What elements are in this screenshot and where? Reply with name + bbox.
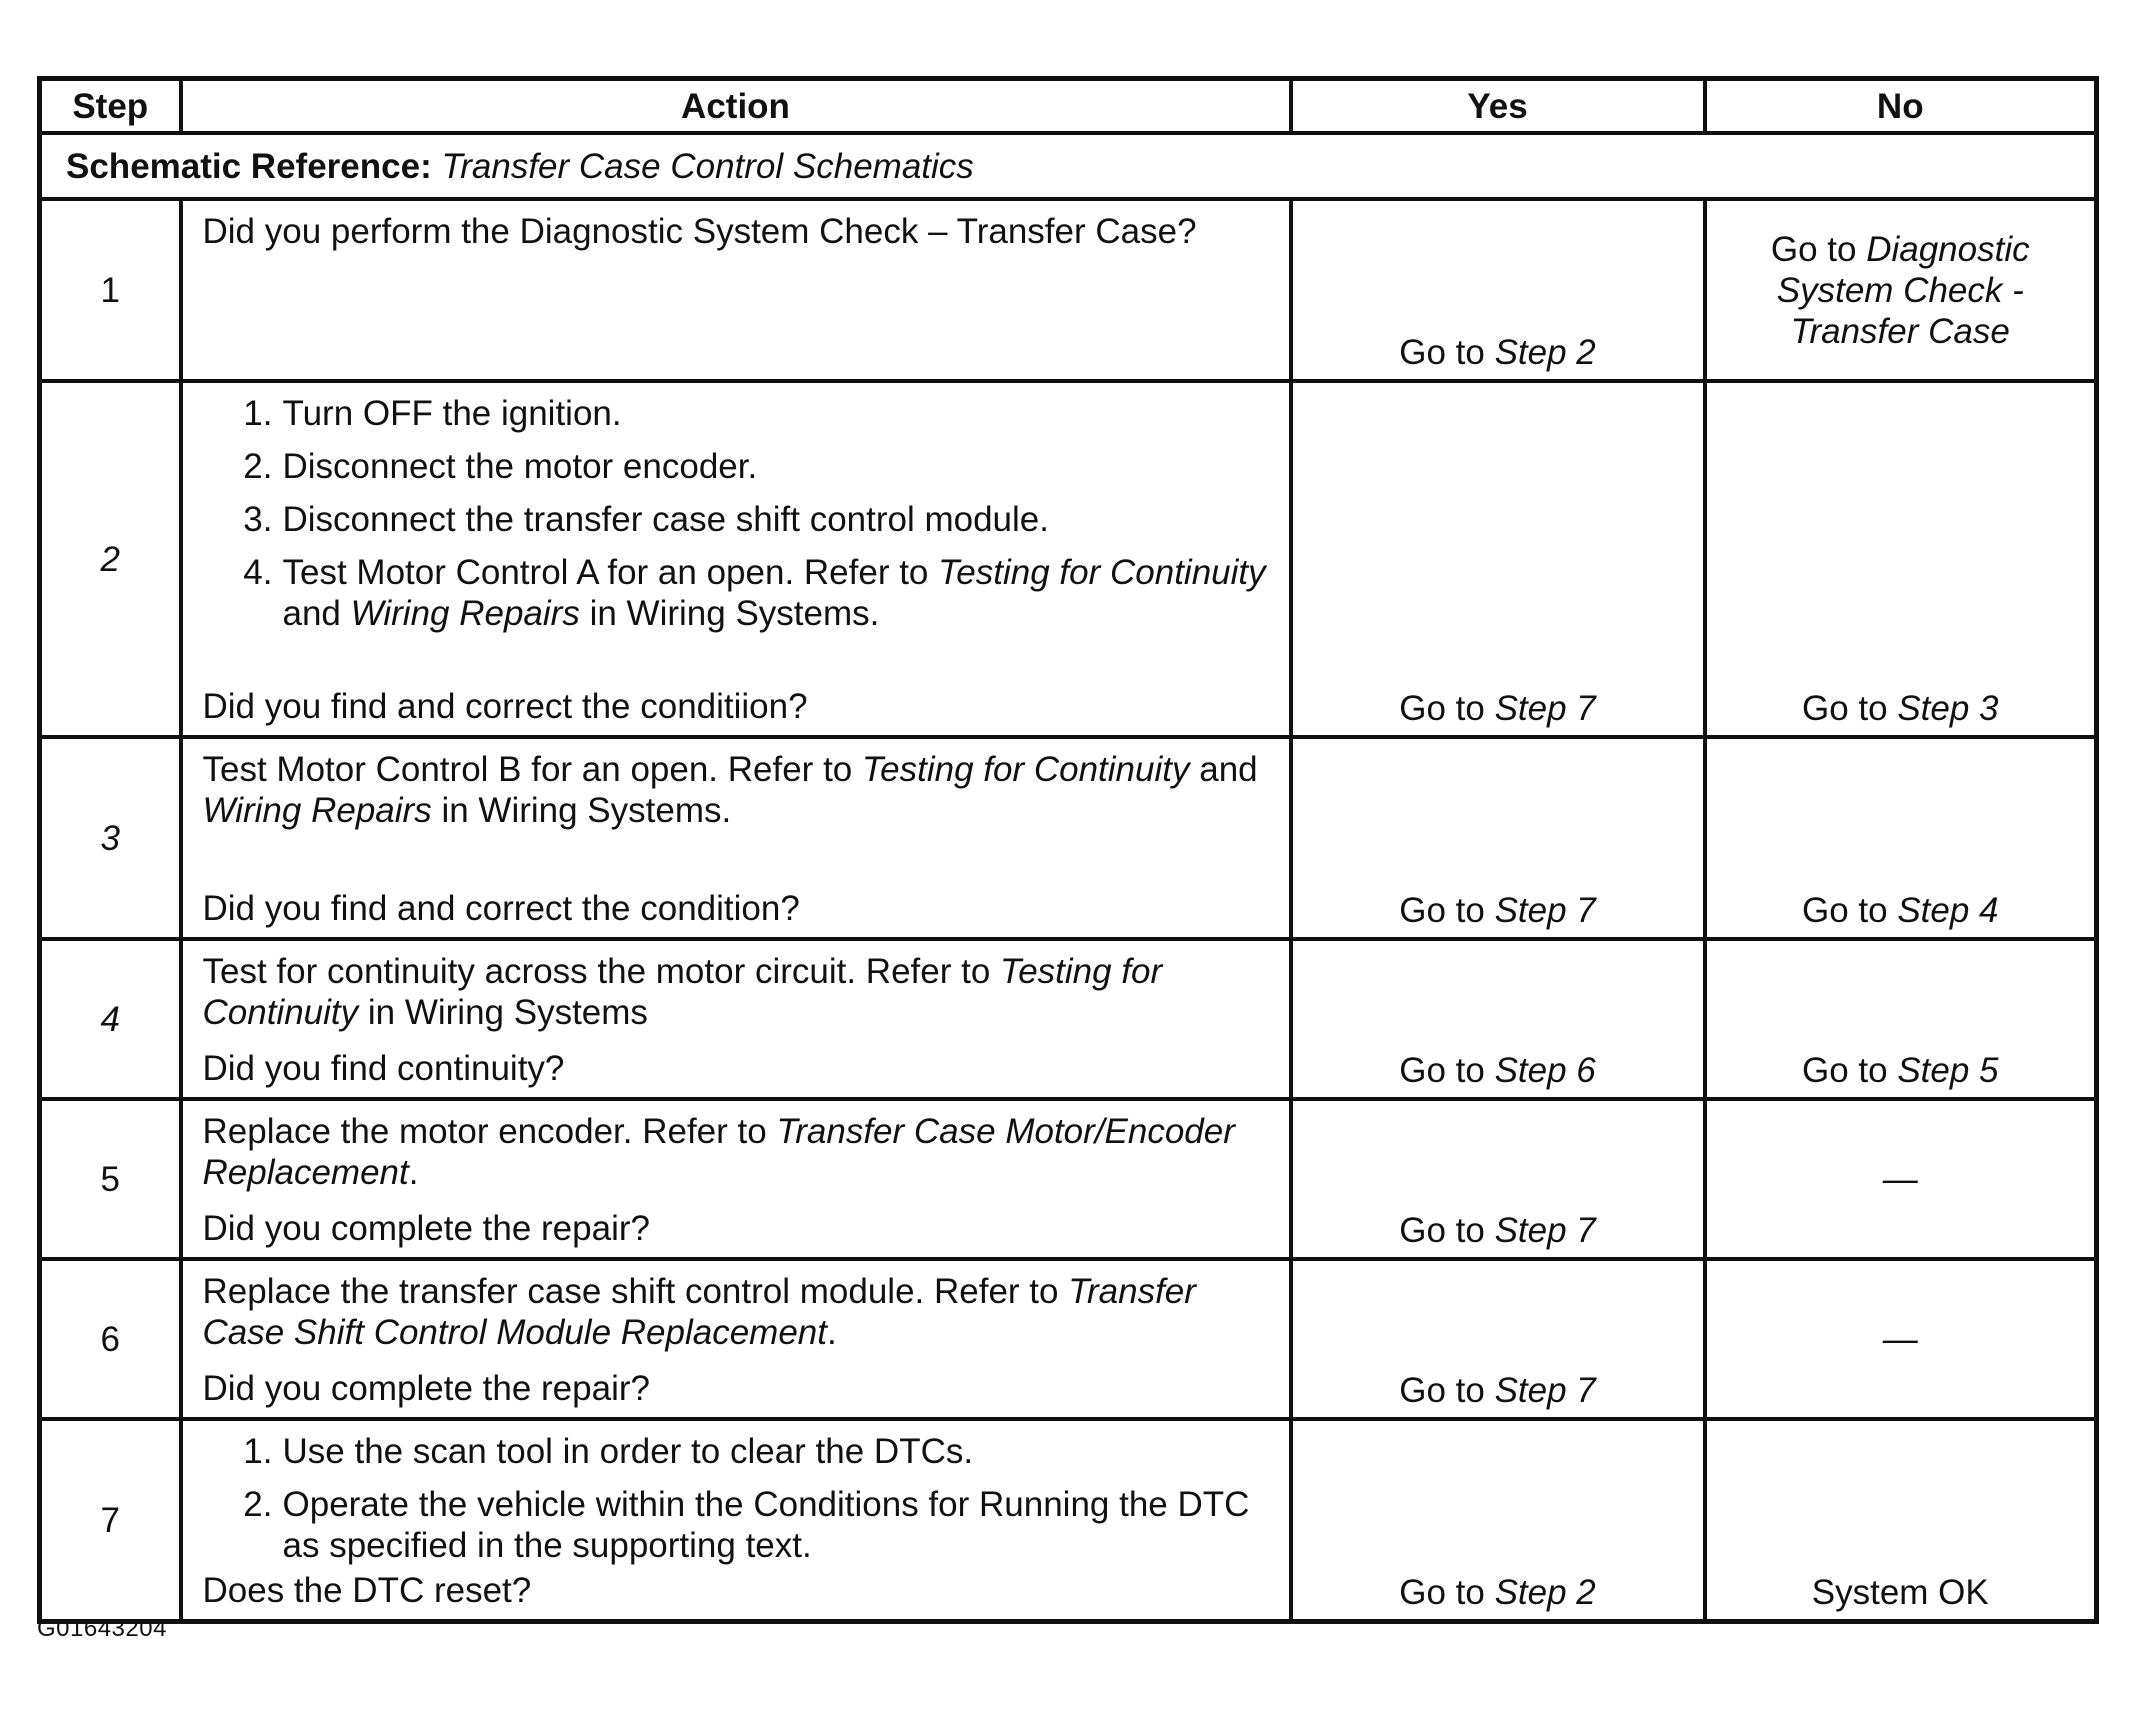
list-item (203, 499, 1269, 540)
no-dash: — (1882, 1159, 1918, 1199)
action-question: Did you complete the repair? (202, 1209, 650, 1248)
no-target: System Check - (1776, 271, 2024, 310)
action-question: Did you find and correct the conditiion? (202, 687, 808, 726)
item-text: Disconnect the transfer case shift control module. (282, 500, 1049, 539)
action-question: Did you complete the repair? (202, 1369, 650, 1408)
action-cell (181, 381, 1291, 737)
item-text: Disconnect the motor encoder. (282, 447, 758, 486)
action-question: Does the DTC reset? (202, 1571, 532, 1610)
schematic-reference-label: Schematic Reference: (66, 146, 432, 186)
yes-cell (1291, 381, 1705, 737)
no-cell (1705, 1259, 2097, 1419)
step-number: 7 (40, 1419, 181, 1622)
yes-cell (1291, 1259, 1705, 1419)
item-text: in Wiring Systems. (589, 594, 880, 633)
schematic-reference-row (40, 133, 2097, 199)
no-prefix: Go to (1801, 891, 1888, 930)
no-prefix: Go to (1801, 689, 1888, 728)
action-text-part: in Wiring Systems (367, 993, 648, 1032)
list-item (203, 1431, 1269, 1472)
no-target: Step 4 (1897, 891, 1999, 930)
item-number: 2. (243, 1485, 273, 1524)
item-text: Operate the vehicle within the Conditions for Running the DTC as specified in the supporting text. (282, 1485, 1250, 1565)
yes-cell (1291, 939, 1705, 1099)
action-question: Did you find continuity? (202, 1049, 565, 1088)
step-number: 5 (40, 1099, 181, 1259)
action-text-part: Test Motor Control B for an open. Refer to (202, 750, 853, 789)
reference-link-text: Testing for Continuity (938, 553, 1266, 592)
action-text-part: and (1199, 750, 1258, 789)
action-cell (181, 737, 1291, 939)
action-text (203, 951, 1269, 1033)
item-number: 1. (243, 394, 273, 433)
list-item (203, 552, 1269, 634)
action-text-part: Replace the transfer case shift control module. Refer to (202, 1272, 1059, 1311)
item-text: and (282, 594, 341, 633)
yes-target: Step 6 (1494, 1051, 1596, 1090)
yes-prefix: Go to (1399, 1573, 1485, 1612)
yes-target: Step 7 (1494, 891, 1596, 930)
action-steps-list (203, 1431, 1269, 1566)
yes-target: Step 7 (1494, 689, 1596, 728)
step-number: 3 (40, 737, 181, 939)
reference-link-text: Wiring Repairs (202, 791, 432, 830)
step-number: 2 (40, 381, 181, 737)
reference-link-text: Wiring Repairs (350, 594, 580, 633)
action-text (203, 749, 1269, 831)
table-row (40, 199, 2097, 381)
no-result: System OK (1811, 1573, 1989, 1612)
table-row (40, 1419, 2097, 1622)
step-number: 1 (40, 199, 181, 381)
action-question: Did you find and correct the condition? (202, 889, 800, 928)
action-cell (181, 199, 1291, 381)
yes-prefix: Go to (1399, 1051, 1485, 1090)
action-cell (181, 1259, 1291, 1419)
action-text-part: . (408, 1153, 419, 1192)
yes-target: Step 7 (1494, 1371, 1596, 1410)
item-text: Test Motor Control A for an open. Refer to (282, 553, 929, 592)
step-number: 4 (40, 939, 181, 1099)
yes-prefix: Go to (1399, 1371, 1485, 1410)
action-text (203, 1111, 1269, 1193)
no-prefix: Go to (1770, 230, 1857, 269)
yes-prefix: Go to (1399, 891, 1485, 930)
action-steps-list (203, 393, 1269, 646)
table-row (40, 737, 2097, 939)
table-row (40, 1099, 2097, 1259)
no-target: Step 3 (1897, 689, 1999, 728)
no-cell (1705, 939, 2097, 1099)
action-cell (181, 939, 1291, 1099)
figure-code: G01643204 (37, 1615, 167, 1642)
table-row (40, 1259, 2097, 1419)
no-cell (1705, 737, 2097, 939)
yes-prefix: Go to (1399, 1211, 1485, 1250)
reference-link-text: Transfer Case Motor/Encoder Replacement (202, 1112, 1235, 1192)
header-no: No (1705, 79, 2097, 134)
item-number: 2. (243, 447, 273, 486)
item-text: Use the scan tool in order to clear the DTCs. (282, 1432, 974, 1471)
yes-target: Step 2 (1494, 333, 1596, 372)
action-text-part: in Wiring Systems. (441, 791, 732, 830)
header-step: Step (40, 79, 181, 134)
header-yes: Yes (1291, 79, 1705, 134)
yes-cell (1291, 199, 1705, 381)
table-row (40, 939, 2097, 1099)
schematic-reference-title: Transfer Case Control Schematics (441, 146, 974, 186)
no-target: Step 5 (1897, 1051, 1999, 1090)
header-action: Action (181, 79, 1291, 134)
yes-cell (1291, 1099, 1705, 1259)
yes-target: Step 2 (1494, 1573, 1596, 1612)
item-number: 1. (243, 1432, 273, 1471)
list-item (203, 393, 1269, 434)
diagnostic-table (37, 76, 2099, 1624)
no-cell (1705, 1099, 2097, 1259)
item-text: Turn OFF the ignition. (282, 394, 622, 433)
no-cell (1705, 1419, 2097, 1622)
yes-cell (1291, 737, 1705, 939)
header-row (40, 79, 2097, 134)
reference-link-text: Transfer Case Shift Control Module Replacement (202, 1272, 1196, 1352)
list-item (203, 1484, 1269, 1566)
action-question: Did you perform the Diagnostic System Check – Transfer Case? (202, 212, 1197, 251)
action-cell (181, 1099, 1291, 1259)
action-text-part: Replace the motor encoder. Refer to (202, 1112, 767, 1151)
action-text-part: Test for continuity across the motor circuit. Refer to (202, 952, 991, 991)
reference-link-text: Testing for Continuity (862, 750, 1190, 789)
yes-prefix: Go to (1399, 333, 1485, 372)
no-target: Transfer Case (1790, 312, 2010, 351)
action-cell (181, 1419, 1291, 1622)
yes-cell (1291, 1419, 1705, 1622)
no-cell (1705, 199, 2097, 381)
no-dash: — (1882, 1319, 1918, 1359)
no-prefix: Go to (1801, 1051, 1888, 1090)
action-text (203, 1271, 1269, 1353)
action-text-part: . (826, 1313, 837, 1352)
no-target: Diagnostic (1866, 230, 2030, 269)
step-number: 6 (40, 1259, 181, 1419)
yes-target: Step 7 (1494, 1211, 1596, 1250)
no-cell (1705, 381, 2097, 737)
reference-link-text: Testing for Continuity (202, 952, 1163, 1032)
list-item (203, 446, 1269, 487)
table-row (40, 381, 2097, 737)
item-number: 3. (243, 500, 273, 539)
schematic-reference (40, 133, 2097, 199)
yes-prefix: Go to (1399, 689, 1485, 728)
item-number: 4. (243, 553, 273, 592)
